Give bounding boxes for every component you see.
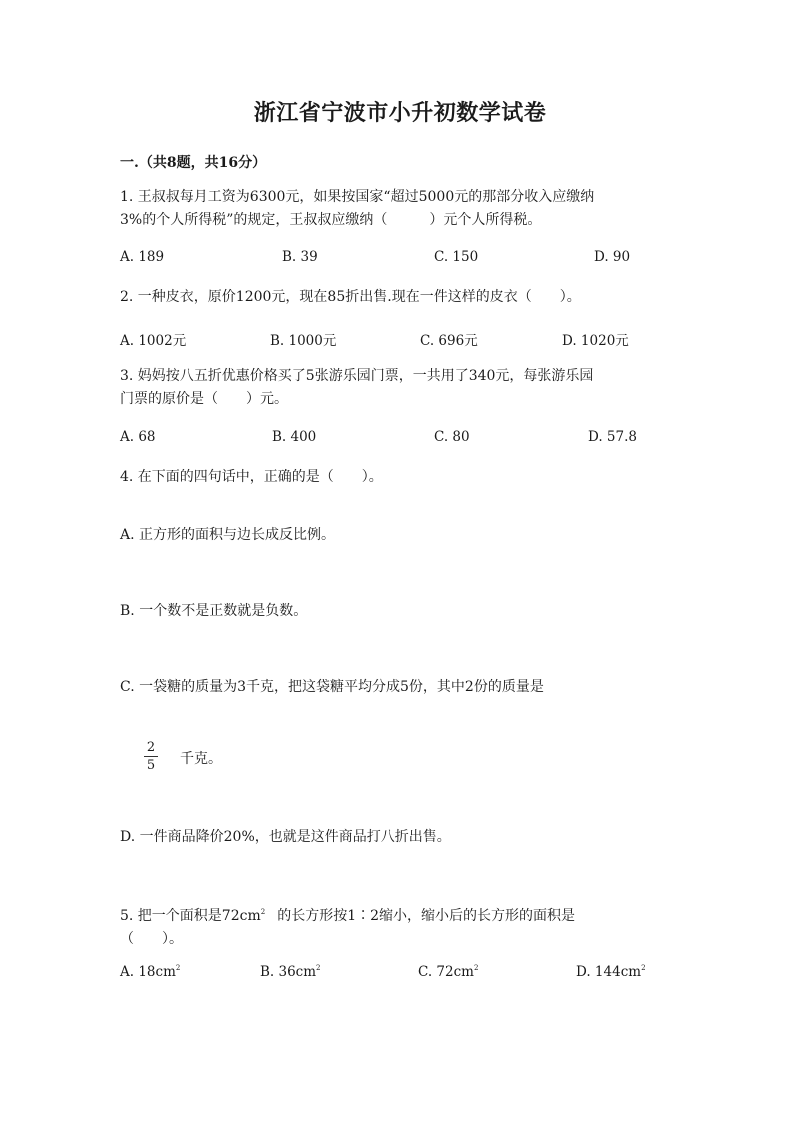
question-5-line-1: 5. 把一个面积是$72cm^2$ 的长方形按1∶2缩小，缩小后的长方形的面积是	[120, 908, 576, 924]
fraction-denominator: 5	[146, 758, 156, 773]
option-b[interactable]: B. 400	[272, 429, 317, 445]
statement-b[interactable]: B. 一个数不是正数就是负数。	[120, 603, 308, 619]
option-a[interactable]: A. 189	[120, 249, 165, 265]
question-4-line-1: 4. 在下面的四句话中，正确的是（ ）。	[120, 469, 383, 485]
question-1	[120, 186, 685, 232]
question-3-line-2: 门票的原价是（ ）元。	[120, 391, 288, 407]
option-d[interactable]: D. 1020元	[562, 333, 629, 349]
question-2	[120, 286, 685, 309]
question-5-options	[120, 964, 690, 984]
page-title: 浙江省宁波市小升初数学试卷	[253, 100, 547, 126]
option-c[interactable]: C. 80	[434, 429, 470, 445]
option-d[interactable]: D. 57.8	[588, 429, 637, 445]
question-2-line-1: 2. 一种皮衣，原价1200元，现在85折出售.现在一件这样的皮衣（ ）。	[120, 289, 581, 305]
question-3-line-1: 3. 妈妈按八五折优惠价格买了5张游乐园门票，一共用了340元，每张游乐园	[120, 368, 594, 384]
option-c[interactable]: C. $72cm^2$	[418, 964, 479, 980]
question-2-options	[120, 329, 690, 349]
question-4	[120, 466, 685, 489]
option-b[interactable]: B. 1000元	[270, 333, 337, 349]
question-5	[120, 901, 685, 951]
option-b[interactable]: B. $36cm^2$	[260, 964, 321, 980]
option-b[interactable]: B. 39	[282, 249, 318, 265]
option-c[interactable]: C. 150	[434, 249, 479, 265]
option-a[interactable]: A. 68	[120, 429, 156, 445]
option-a[interactable]: A. $18cm^2$	[120, 964, 181, 980]
question-1-options	[120, 249, 690, 269]
fraction-numerator: 2	[144, 740, 158, 757]
option-a[interactable]: A. 1002元	[120, 333, 187, 349]
question-5-line-2: （ ）。	[120, 931, 183, 947]
fraction-two-fifths	[144, 740, 158, 773]
option-d[interactable]: D. 90	[594, 249, 631, 265]
statement-a[interactable]: A. 正方形的面积与边长成反比例。	[120, 527, 336, 543]
fraction-unit: 千克。	[180, 751, 222, 767]
question-1-line-2: 3%的个人所得税”的规定，王叔叔应缴纳（ ）元个人所得税。	[120, 212, 542, 228]
option-c[interactable]: C. 696元	[420, 333, 478, 349]
question-1-line-1: 1. 王叔叔每月工资为6300元，如果按国家“超过5000元的那部分收入应缴纳	[120, 189, 595, 205]
statement-d[interactable]: D. 一件商品降价20%，也就是这件商品打八折出售。	[120, 829, 451, 845]
question-3-options	[120, 429, 690, 449]
option-d[interactable]: D. $144cm^2$	[576, 964, 646, 980]
question-3	[120, 365, 685, 411]
statement-c[interactable]: C. 一袋糖的质量为3千克，把这袋糖平均分成5份，其中2份的质量是	[120, 679, 544, 695]
section-header: 一.（共8题，共16分）	[120, 155, 267, 171]
